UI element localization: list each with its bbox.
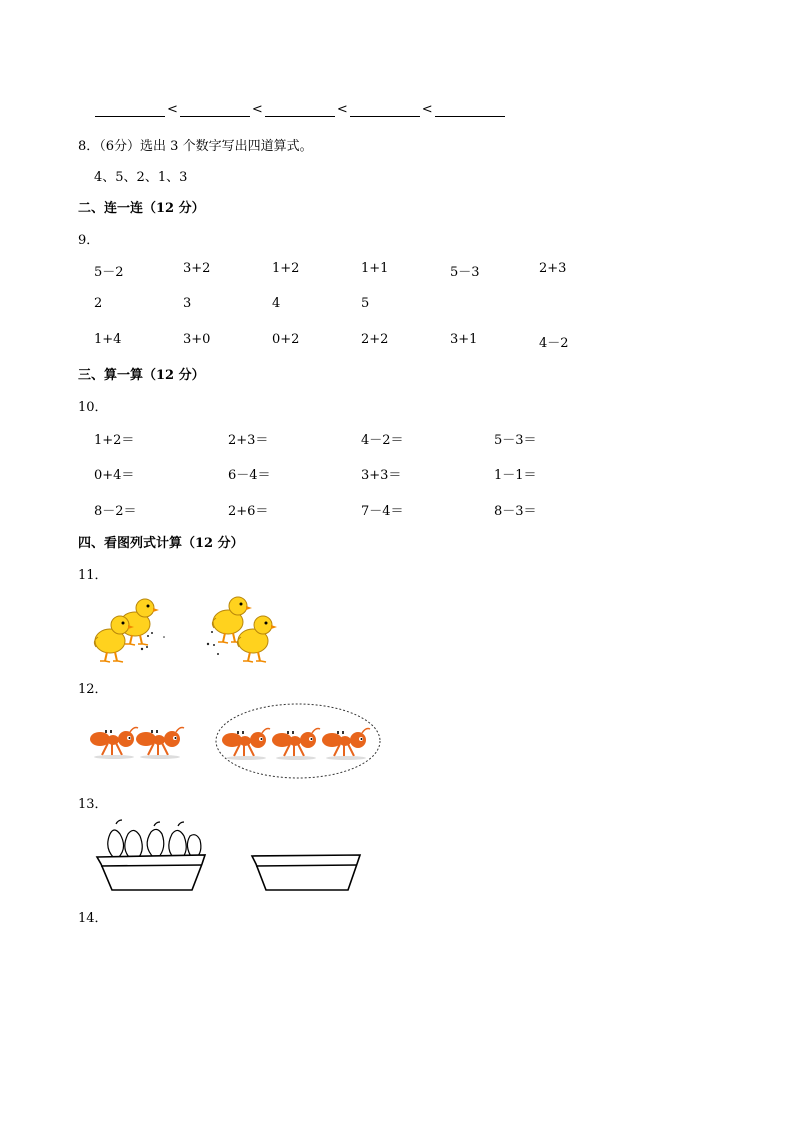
calc-problem[interactable]: 8－3＝ <box>494 504 537 519</box>
calc-problem[interactable]: 8－2＝ <box>94 504 137 519</box>
calc-problem[interactable]: 1－1＝ <box>494 468 537 483</box>
question-11-number: 11． <box>78 568 108 583</box>
pear-image <box>108 820 201 860</box>
ant-image <box>222 729 270 761</box>
chick-image <box>94 616 134 662</box>
match-item[interactable]: 1+4 <box>94 332 122 347</box>
match-item[interactable]: 3+1 <box>450 332 478 347</box>
match-item[interactable]: 2+2 <box>361 332 389 347</box>
less-than-sign: < <box>336 102 348 117</box>
match-item[interactable]: 5－2 <box>94 265 124 280</box>
calc-problem[interactable]: 5－3＝ <box>494 433 537 448</box>
ant-image <box>136 728 184 760</box>
match-target[interactable]: 3 <box>183 296 192 311</box>
answer-blank[interactable] <box>95 102 165 117</box>
match-target[interactable]: 4 <box>272 296 281 311</box>
question-14-number: 14． <box>78 911 108 926</box>
answer-blank[interactable] <box>435 102 505 117</box>
chicks-picture <box>90 592 280 667</box>
calc-problem[interactable]: 3+3＝ <box>361 468 402 483</box>
question-12-number: 12． <box>78 682 108 697</box>
match-item[interactable]: 1+2 <box>272 261 300 276</box>
match-item[interactable]: 3+0 <box>183 332 211 347</box>
less-than-sign: < <box>251 102 263 117</box>
ants-picture <box>90 703 390 783</box>
question-9-number: 9． <box>78 233 100 248</box>
calc-problem[interactable]: 1+2＝ <box>94 433 135 448</box>
match-item[interactable]: 3+2 <box>183 261 211 276</box>
calc-problem[interactable]: 7－4＝ <box>361 504 404 519</box>
calc-problem[interactable]: 2+3＝ <box>228 433 269 448</box>
ordering-blanks-row <box>95 102 505 117</box>
ant-image <box>272 729 320 761</box>
answer-blank[interactable] <box>180 102 250 117</box>
match-target[interactable]: 2 <box>94 296 103 311</box>
ant-image <box>90 728 138 760</box>
answer-blank[interactable] <box>350 102 420 117</box>
basket-left <box>97 855 205 890</box>
match-item[interactable]: 4－2 <box>539 336 569 351</box>
question-13-number: 13． <box>78 797 108 812</box>
less-than-sign: < <box>167 102 178 117</box>
section-2-heading: 二、连一连（12 分） <box>78 201 205 216</box>
section-4-heading: 四、看图列式计算（12 分） <box>78 536 244 551</box>
calc-problem[interactable]: 4－2＝ <box>361 433 404 448</box>
basket-right <box>252 855 360 890</box>
match-item[interactable]: 1+1 <box>361 261 389 276</box>
seed-dots <box>141 631 219 655</box>
match-item[interactable]: 2+3 <box>539 261 567 276</box>
ant-image <box>322 729 370 761</box>
calc-problem[interactable]: 2+6＝ <box>228 504 269 519</box>
calc-problem[interactable]: 6－4＝ <box>228 468 271 483</box>
match-item[interactable]: 0+2 <box>272 332 300 347</box>
match-target[interactable]: 5 <box>361 296 370 311</box>
question-8-numbers: 4、5、2、1、3 <box>94 170 188 185</box>
calc-problem[interactable]: 0+4＝ <box>94 468 135 483</box>
question-10-number: 10． <box>78 400 108 415</box>
pear-baskets-picture <box>92 818 362 893</box>
section-3-heading: 三、算一算（12 分） <box>78 368 205 383</box>
less-than-sign: < <box>421 102 433 117</box>
answer-blank[interactable] <box>265 102 335 117</box>
match-item[interactable]: 5－3 <box>450 265 480 280</box>
question-8-title: 8．（6分）选出 3 个数字写出四道算式。 <box>78 139 313 154</box>
